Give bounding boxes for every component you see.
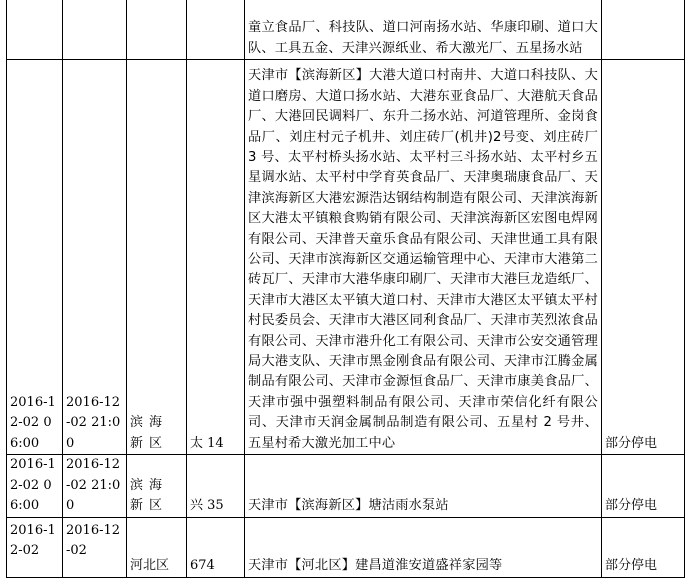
outage-type-cell [602, 0, 685, 60]
area-cell: 天津市【河北区】建昌道淮安道盛祥家园等 [245, 517, 602, 577]
area-cell: 天津市【滨海新区】大港大道口村南井、大道口科技队、大道口磨房、大道口扬水站、大港东亚食品厂、大港航天食品厂、大港回民调料厂、东升二扬水站、河道管理所、金岗食品厂、刘庄村元子机井、刘庄砖厂(机井)2号变、刘庄砖厂 3 号、太平村桥头扬水站、太平村三斗扬水站、太平村乡五星调水站、太平村中学育英食品厂、天津奥瑞康食品厂、天津滨海新区大港宏源浩达钢结构制造有限公司、天津滨海新区大港太平镇粮食购销有限公司、天津滨海新区宏图电焊网有限公司、天津普天童乐食品有限公司、天津世通工具有限公司、天津市滨海新区交通运输管理中心、天津市大港第二砖瓦厂、天津市大港华康印刷厂、天津市大港巨龙造纸厂、天津市大港区太平镇大道口村、天津市大港区太平镇太平村村民委员会、天津市大港区同利食品厂、天津市芙烈浓食品有限公司、天津市港升化工有限公司、天津市公安交通管理局大港支队、天津市黑金刚食品有限公司、天津市江腾金属制品有限公司、天津市金源恒食品厂、天津市康美食品厂、天津市强中强塑料制品有限公司、天津市荣信化纤有限公司、天津市天润金属制品制造有限公司、五星村 2 号井、五星村希大激光加工中心 [245, 60, 602, 455]
outage-type-cell: 部分停电 [602, 517, 685, 577]
district-cell: 滨海新区 [127, 455, 187, 518]
end-time-cell: 2016-12-02 [63, 517, 127, 577]
end-time-cell [63, 0, 127, 60]
area-cell: 天津市【滨海新区】塘沽雨水泵站 [245, 455, 602, 518]
line-cell: 674 [187, 517, 245, 577]
outage-type-cell: 部分停电 [602, 455, 685, 518]
district-cell: 滨海新区 [127, 60, 187, 455]
end-time-cell: 2016-12-02 21:00 [63, 455, 127, 518]
table-row [7, 517, 685, 577]
line-cell [187, 0, 245, 60]
start-time-cell: 2016-12-02 06:00 [7, 455, 63, 518]
start-time-cell: 2016-12-02 06:00 [7, 60, 63, 455]
outage-table [6, 0, 685, 578]
line-cell: 兴 35 [187, 455, 245, 518]
district-cell: 河北区 [127, 517, 187, 577]
table-row [7, 0, 685, 60]
outage-type-cell: 部分停电 [602, 60, 685, 455]
table-row [7, 60, 685, 455]
area-cell: 童立食品厂、科技队、道口河南扬水站、华康印刷、道口大队、工具五金、天津兴源纸业、希大激光厂、五星扬水站 [245, 0, 602, 60]
end-time-cell: 2016-12-02 21:00 [63, 60, 127, 455]
start-time-cell [7, 0, 63, 60]
table-row [7, 455, 685, 518]
start-time-cell: 2016-12-02 [7, 517, 63, 577]
line-cell: 太 14 [187, 60, 245, 455]
district-cell [127, 0, 187, 60]
